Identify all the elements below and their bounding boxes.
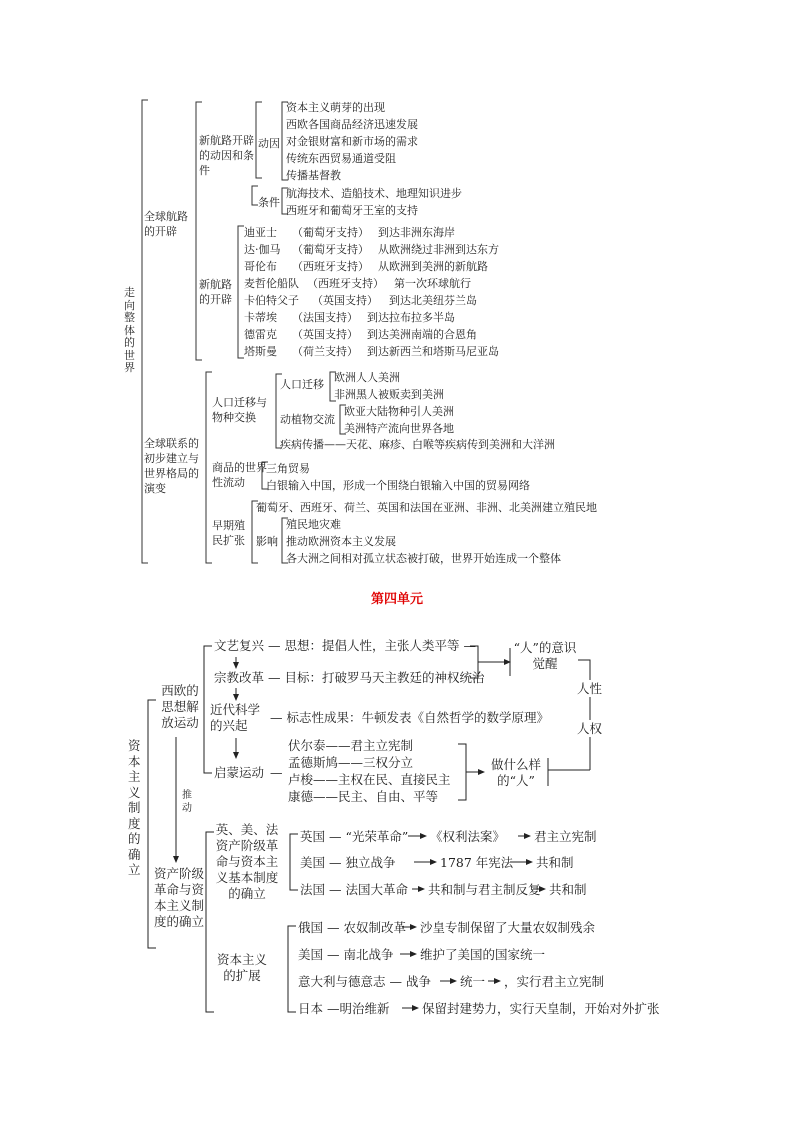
- expand-mid: 统一: [460, 974, 486, 989]
- enlightenment-dash: —: [270, 765, 283, 780]
- voyage-row: 麦哲伦船队 （西班牙支持） 第一次环球航行: [244, 277, 471, 290]
- reformation-detail: — 目标：打破罗马天主教廷的神权统治: [268, 670, 485, 685]
- motive-item: 传统东西贸易通道受阻: [286, 152, 396, 165]
- renaissance-detail: — 思想：提倡人性，主张人类平等 —: [268, 638, 476, 653]
- reformation-name: 宗教改革: [214, 670, 265, 685]
- awakening-label: “人”的意识觉醒: [513, 640, 577, 671]
- voyage-row: 塔斯曼 （荷兰支持） 到达新西兰和塔斯马尼亚岛: [244, 345, 499, 358]
- sub1-label: 新航路开辟的动因和条件: [199, 134, 254, 177]
- establish-country: 美国 — 独立战争: [300, 855, 396, 870]
- condition-item: 航海技术、造船技术、地理知识进步: [286, 187, 462, 200]
- influence-item: 推动欧洲资本主义发展: [286, 535, 396, 548]
- establish-mid: 1787 年宪法: [440, 855, 514, 870]
- science-detail: — 标志性成果：牛顿发表《自然哲学的数学原理》: [270, 710, 549, 725]
- expand-country: 意大利与德意志 — 战争: [298, 974, 431, 989]
- influence-item: 各大洲之间相对孤立状态被打破，世界开始连成一个整体: [286, 552, 561, 565]
- goods-item: 白银输入中国，形成一个围绕白银输入中国的贸易网络: [266, 479, 530, 492]
- expand-country: 俄国 — 农奴制改革: [298, 920, 406, 935]
- establish-result: 君主立宪制: [534, 829, 597, 844]
- exchange-label: 动植物交流: [280, 413, 335, 426]
- voyage-row: 德雷克 （英国支持） 到达美洲南端的合恩角: [244, 328, 477, 341]
- goods-item: 三角贸易: [266, 462, 310, 475]
- voyage-row: 卡伯特父子 （英国支持） 到达北美纽芬兰岛: [244, 294, 477, 307]
- rights-label: 人权: [577, 721, 603, 736]
- migration-item: 欧洲人人美洲: [334, 371, 400, 384]
- colonial-label: 早期殖民扩张: [212, 519, 245, 547]
- migration-item: 非洲黑人被贩卖到美洲: [334, 388, 444, 401]
- influence-label: 影响: [256, 535, 278, 548]
- expand-result: 维护了美国的国家统一: [420, 947, 546, 962]
- expand-result: ，实行君主立宪制: [504, 974, 605, 989]
- establish-label: 英、美、法资产阶级革命与资本主义基本制度的确立: [215, 822, 279, 901]
- migration-label: 人口迁移: [280, 378, 324, 391]
- motive-item: 对金银财富和新市场的需求: [286, 135, 418, 148]
- expand-label: 资本主义的扩展: [216, 952, 267, 983]
- enlightenment-name: 启蒙运动: [214, 765, 265, 780]
- voyage-row: 卡蒂埃 （法国支持） 到达拉布拉多半岛: [244, 311, 455, 324]
- revolution-label: 资产阶级革命与资本主义制度的确立: [154, 866, 205, 929]
- establish-mid: 共和制与君主制反复: [428, 882, 541, 897]
- renaissance-name: 文艺复兴: [214, 638, 265, 653]
- colonial-item: 葡萄牙、西班牙、荷兰、英国和法国在亚洲、非洲、北美洲建立殖民地: [256, 501, 597, 514]
- unit4-heading: 第四单元: [370, 592, 423, 607]
- migration-exchange-label: 人口迁移与物种交换: [212, 396, 267, 424]
- exchange-item: 欧亚大陆物种引人美洲: [344, 405, 454, 418]
- motive-label: 动因: [258, 137, 280, 150]
- goods-label: 商品的世界性流动: [212, 461, 267, 489]
- establish-result: 共和制: [536, 855, 574, 870]
- voyage-row: 达·伽马 （葡萄牙支持） 从欧洲绕过非洲到达东方: [244, 243, 499, 256]
- establish-country: 英国 — “光荣革命”: [300, 829, 409, 844]
- influence-item: 殖民地灾难: [286, 518, 341, 531]
- branch1-label: 全球航路的开辟: [144, 210, 188, 238]
- unit4-root-label: 资本主义制度的确立: [128, 738, 141, 877]
- voyage-row: 迪亚士 （葡萄牙支持） 到达非洲东海岸: [244, 226, 455, 239]
- expand-country: 美国 — 南北战争: [298, 947, 394, 962]
- condition-label: 条件: [258, 196, 280, 209]
- establish-result: 共和制: [549, 882, 587, 897]
- enlightenment-item: 孟德斯鸠——三权分立: [288, 755, 414, 770]
- motive-item: 西欧各国商品经济迅速发展: [286, 118, 418, 131]
- branch2-label: 全球联系的初步建立与世界格局的演变: [144, 437, 199, 495]
- what-kind-label: 做什么样的“人”: [490, 757, 541, 788]
- enlightenment-item: 伏尔泰——君主立宪制: [288, 738, 414, 753]
- enlightenment-item: 康德——民主、自由、平等: [288, 789, 439, 804]
- establish-mid: 《权利法案》: [430, 829, 506, 844]
- disease-item: 疾病传播——天花、麻疹、白喉等疾病传到美洲和大洋洲: [280, 438, 555, 451]
- condition-item: 西班牙和葡萄牙王室的支持: [286, 204, 418, 217]
- exchange-item: 美洲特产流向世界各地: [344, 422, 454, 435]
- unit3-root-label: 走向整体的世界: [124, 286, 135, 374]
- expand-country: 日本 —明治维新: [298, 1001, 390, 1016]
- establish-country: 法国 — 法国大革命: [300, 882, 408, 897]
- motive-item: 传播基督教: [286, 169, 341, 182]
- expand-result: 保留封建势力，实行天皇制，开始对外扩张: [422, 1001, 660, 1016]
- humanity-label: 人性: [577, 681, 603, 696]
- western-label: 西欧的思想解放运动: [161, 683, 199, 730]
- science-name: 近代科学的兴起: [210, 702, 261, 733]
- voyage-row: 哥伦布 （西班牙支持） 从欧洲到美洲的新航路: [244, 260, 488, 273]
- sub2-label: 新航路的开辟: [199, 278, 232, 306]
- motive-item: 资本主义萌芽的出现: [286, 101, 385, 114]
- enlightenment-item: 卢梭——主权在民、直接民主: [288, 772, 451, 787]
- push-label: 推动: [182, 790, 192, 814]
- expand-result: 沙皇专制保留了大量农奴制残余: [420, 920, 596, 935]
